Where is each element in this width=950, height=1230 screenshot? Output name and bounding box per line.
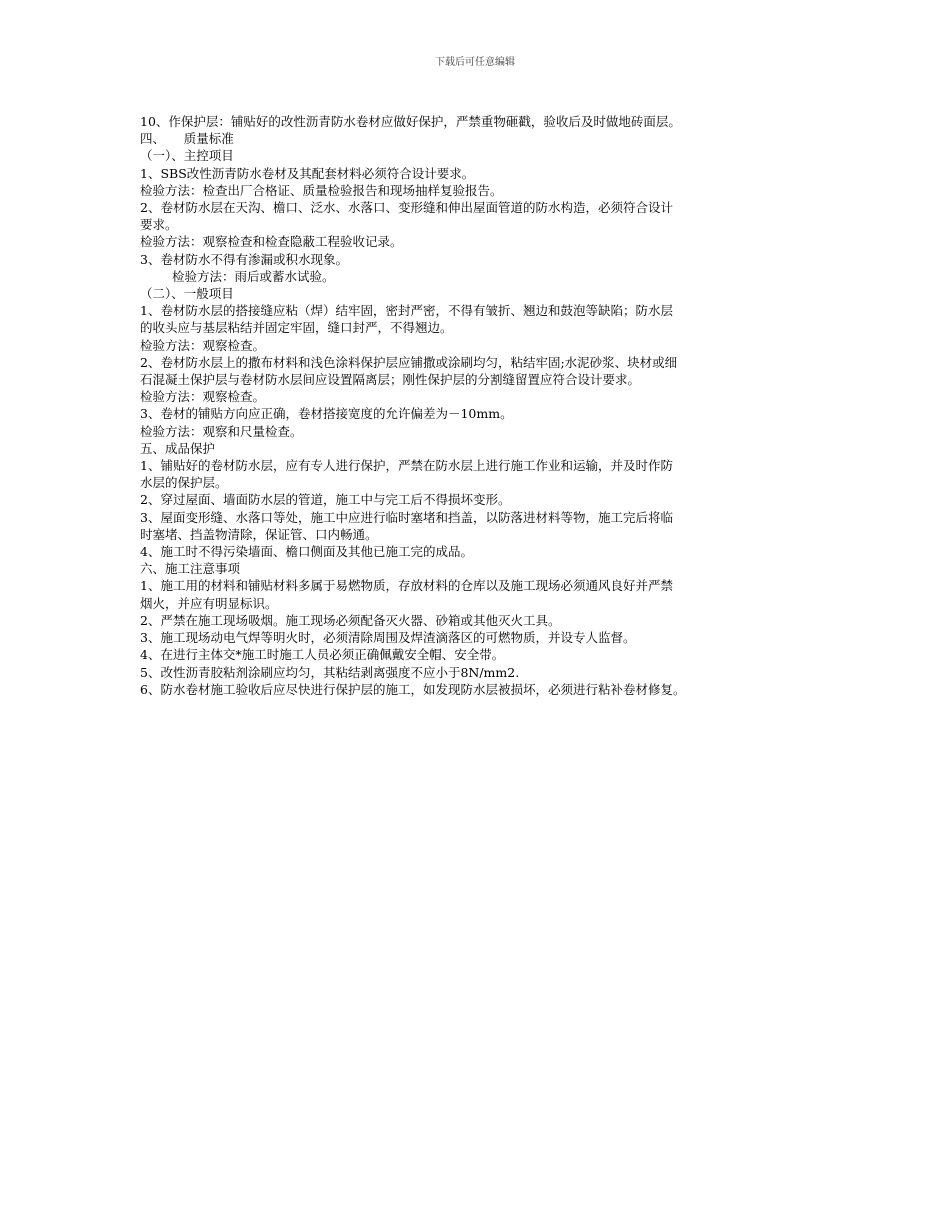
text-line: 4、施工时不得污染墙面、檐口侧面及其他已施工完的成品。: [140, 544, 473, 560]
text-line: 2、穿过屋面、墙面防水层的管道，施工中与完工后不得损坏变形。: [140, 492, 511, 508]
subsection-heading: （一）、主控项目: [140, 148, 234, 164]
text-line: 烟火，并应有明显标识。: [140, 595, 278, 611]
text-line: 检验方法：观察检查。: [140, 389, 266, 405]
section-heading: 六、施工注意事项: [140, 561, 241, 577]
section-heading: 五、成品保护: [140, 440, 216, 456]
document-body: [140, 113, 815, 698]
text-line: 2、卷材防水层在天沟、檐口、泛水、水落口、变形缝和伸出屋面管道的防水构造，必须符合设计: [140, 200, 673, 216]
subsection-heading: （二）、一般项目: [140, 286, 234, 302]
text-line: 6、防水卷材施工验收后应尽快进行保护层的施工，如发现防水层被损坏，必须进行粘补卷材修复。: [140, 681, 686, 697]
text-line: 1、SBS改性沥青防水卷材及其配套材料必须符合设计要求。: [140, 165, 475, 181]
text-line: 5、改性沥青胶粘剂涂刷应均匀，其粘结剥离强度不应小于8N/mm2.: [140, 664, 520, 680]
text-line: 检验方法：雨后或蓄水试验。: [172, 268, 335, 284]
text-line: 1、铺贴好的卷材防水层，应有专人进行保护，严禁在防水层上进行施工作业和运输，并及时作防: [140, 458, 673, 474]
text-line: 检验方法：检查出厂合格证、质量检验报告和现场抽样复验报告。: [140, 182, 503, 198]
text-line: 要求。: [140, 217, 178, 233]
text-line: 10、作保护层：铺贴好的改性沥青防水卷材应做好保护，严禁重物砸戳，验收后及时做地砖面层。: [140, 114, 681, 129]
text-line: 检验方法：观察检查。: [140, 337, 266, 353]
text-line: 1、卷材防水层的搭接缝应粘（焊）结牢固，密封严密，不得有皱折、翘边和鼓泡等缺陷；防水层: [140, 303, 673, 319]
text-line: 石混凝土保护层与卷材防水层间应设置隔离层；刚性保护层的分割缝留置应符合设计要求。: [140, 372, 641, 388]
text-line: 4、在进行主体交*施工时施工人员必须正确佩戴安全帽、安全带。: [140, 647, 505, 663]
text-line: 3、卷材防水不得有渗漏或积水现象。: [140, 251, 348, 267]
text-line: 时塞堵、挡盖物清除，保证管、口内畅通。: [140, 526, 378, 542]
page-header: 下载后可任意编辑: [435, 57, 515, 68]
text-line: 3、屋面变形缝、水落口等处，施工中应进行临时塞堵和挡盖，以防落进材料等物，施工完后将临: [140, 509, 673, 525]
text-line: 1、施工用的材料和铺贴材料多属于易燃物质，存放材料的仓库以及施工现场必须通风良好并严禁: [140, 578, 673, 594]
text-line: 2、严禁在施工现场吸烟。施工现场必须配备灭火器、砂箱或其他灭火工具。: [140, 612, 561, 628]
text-line: 水层的保护层。: [140, 475, 228, 491]
text-line: 检验方法：观察和尺量检查。: [140, 423, 303, 439]
text-line: 2、卷材防水层上的撒布材料和浅色涂料保护层应铺撒或涂刷均匀，粘结牢固;水泥砂浆、块材或细: [140, 354, 678, 370]
text-line: 的收头应与基层粘结并固定牢固，缝口封严，不得翘边。: [140, 320, 453, 336]
text-line: 3、卷材的铺贴方向应正确，卷材搭接宽度的允许偏差为－10mm。: [140, 406, 513, 422]
section-heading: 四、 质量标准: [140, 131, 234, 147]
text-line: 检验方法：观察检查和检查隐蔽工程验收记录。: [140, 234, 403, 250]
text-line: 3、施工现场动电气焊等明火时，必须清除周围及焊渣滴落区的可燃物质，并设专人监督。: [140, 630, 636, 646]
